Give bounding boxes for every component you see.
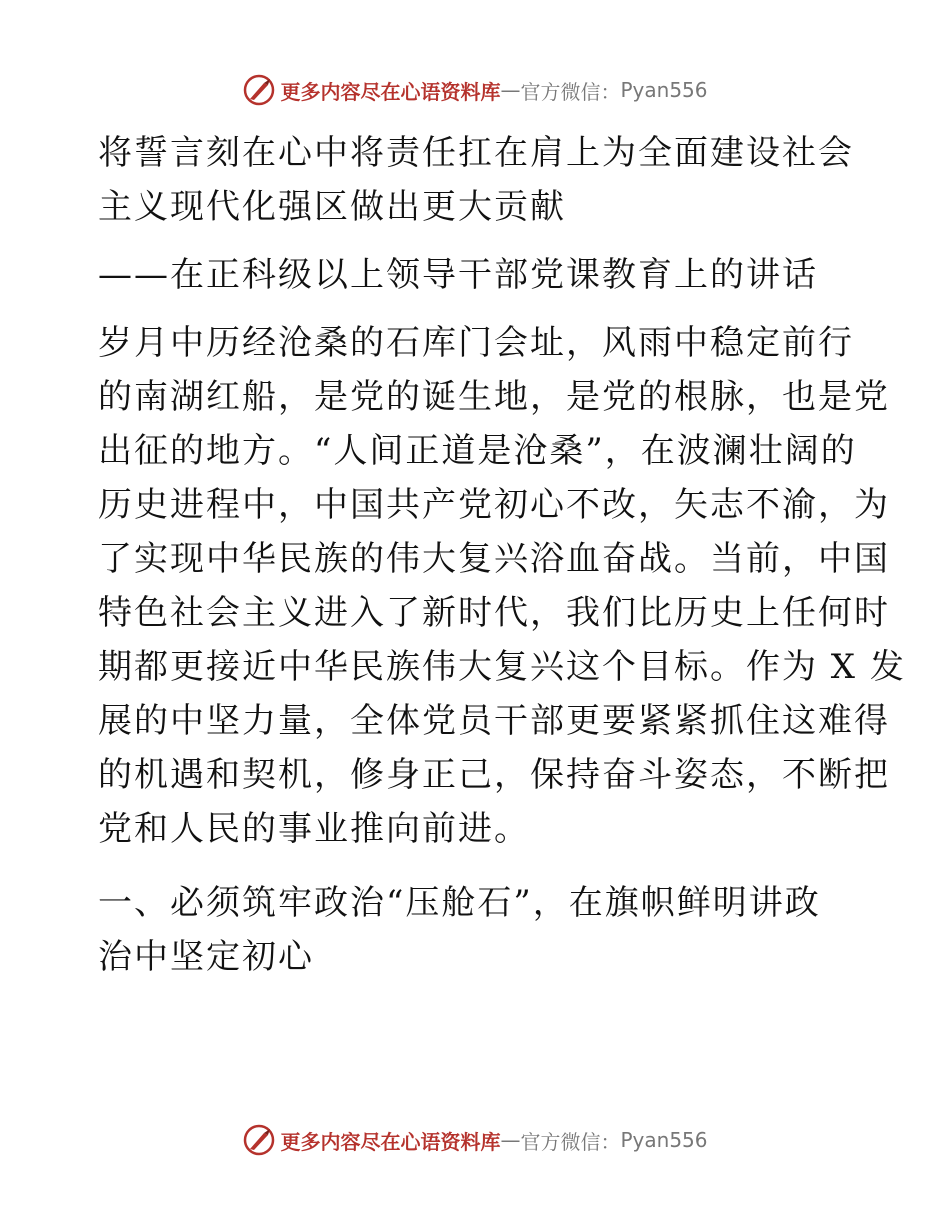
watermark-dash: —	[500, 78, 521, 102]
watermark-label: 官方微信：	[520, 1129, 621, 1154]
footer-watermark	[0, 1120, 950, 1160]
quill-logo-icon	[242, 1123, 276, 1157]
section-heading-line-1: 一、必须筑牢政治“压舱石”，在旗帜鲜明讲政	[98, 883, 821, 923]
paragraph-line: 历史进程中，中国共产党初心不改，矢志不渝，为	[98, 485, 890, 525]
watermark-label: 官方微信：	[520, 79, 621, 104]
watermark-brand-text: 更多内容尽在心语资料库	[280, 1129, 501, 1154]
paragraph-line: 党和人民的事业推向前进。	[98, 809, 530, 849]
watermark-account: Pyan556	[620, 78, 708, 102]
intro-paragraph	[98, 316, 906, 856]
quill-logo-icon	[242, 73, 276, 107]
paragraph-line: 展的中坚力量，全体党员干部更要紧紧抓住这难得	[98, 701, 890, 741]
document-body	[98, 126, 906, 984]
section-heading	[98, 876, 858, 984]
watermark-brand-text: 更多内容尽在心语资料库	[280, 79, 501, 104]
paragraph-line: 了实现中华民族的伟大复兴浴血奋战。当前，中国	[98, 539, 890, 579]
title-line-1: 将誓言刻在心中将责任扛在肩上为全面建设社会	[98, 133, 854, 173]
paragraph-line: 的南湖红船，是党的诞生地，是党的根脉，也是党	[98, 377, 890, 417]
section-heading-line-2: 治中坚定初心	[98, 937, 314, 977]
watermark-account: Pyan556	[620, 1128, 708, 1152]
header-watermark	[0, 70, 950, 110]
paragraph-line: 岁月中历经沧桑的石库门会址，风雨中稳定前行	[98, 323, 854, 363]
title-line-2: 主义现代化强区做出更大贡献	[98, 187, 566, 227]
watermark-dash: —	[500, 1128, 521, 1152]
document-subtitle: ——在正科级以上领导干部党课教育上的讲话	[98, 255, 818, 295]
document-title	[98, 126, 858, 234]
paragraph-line: 的机遇和契机，修身正己，保持奋斗姿态，不断把	[98, 755, 890, 795]
paragraph-line: 特色社会主义进入了新时代，我们比历史上任何时	[98, 593, 890, 633]
paragraph-line: 期都更接近中华民族伟大复兴这个目标。作为 X 发	[98, 647, 906, 687]
paragraph-line: 出征的地方。“人间正道是沧桑”，在波澜壮阔的	[98, 431, 857, 471]
